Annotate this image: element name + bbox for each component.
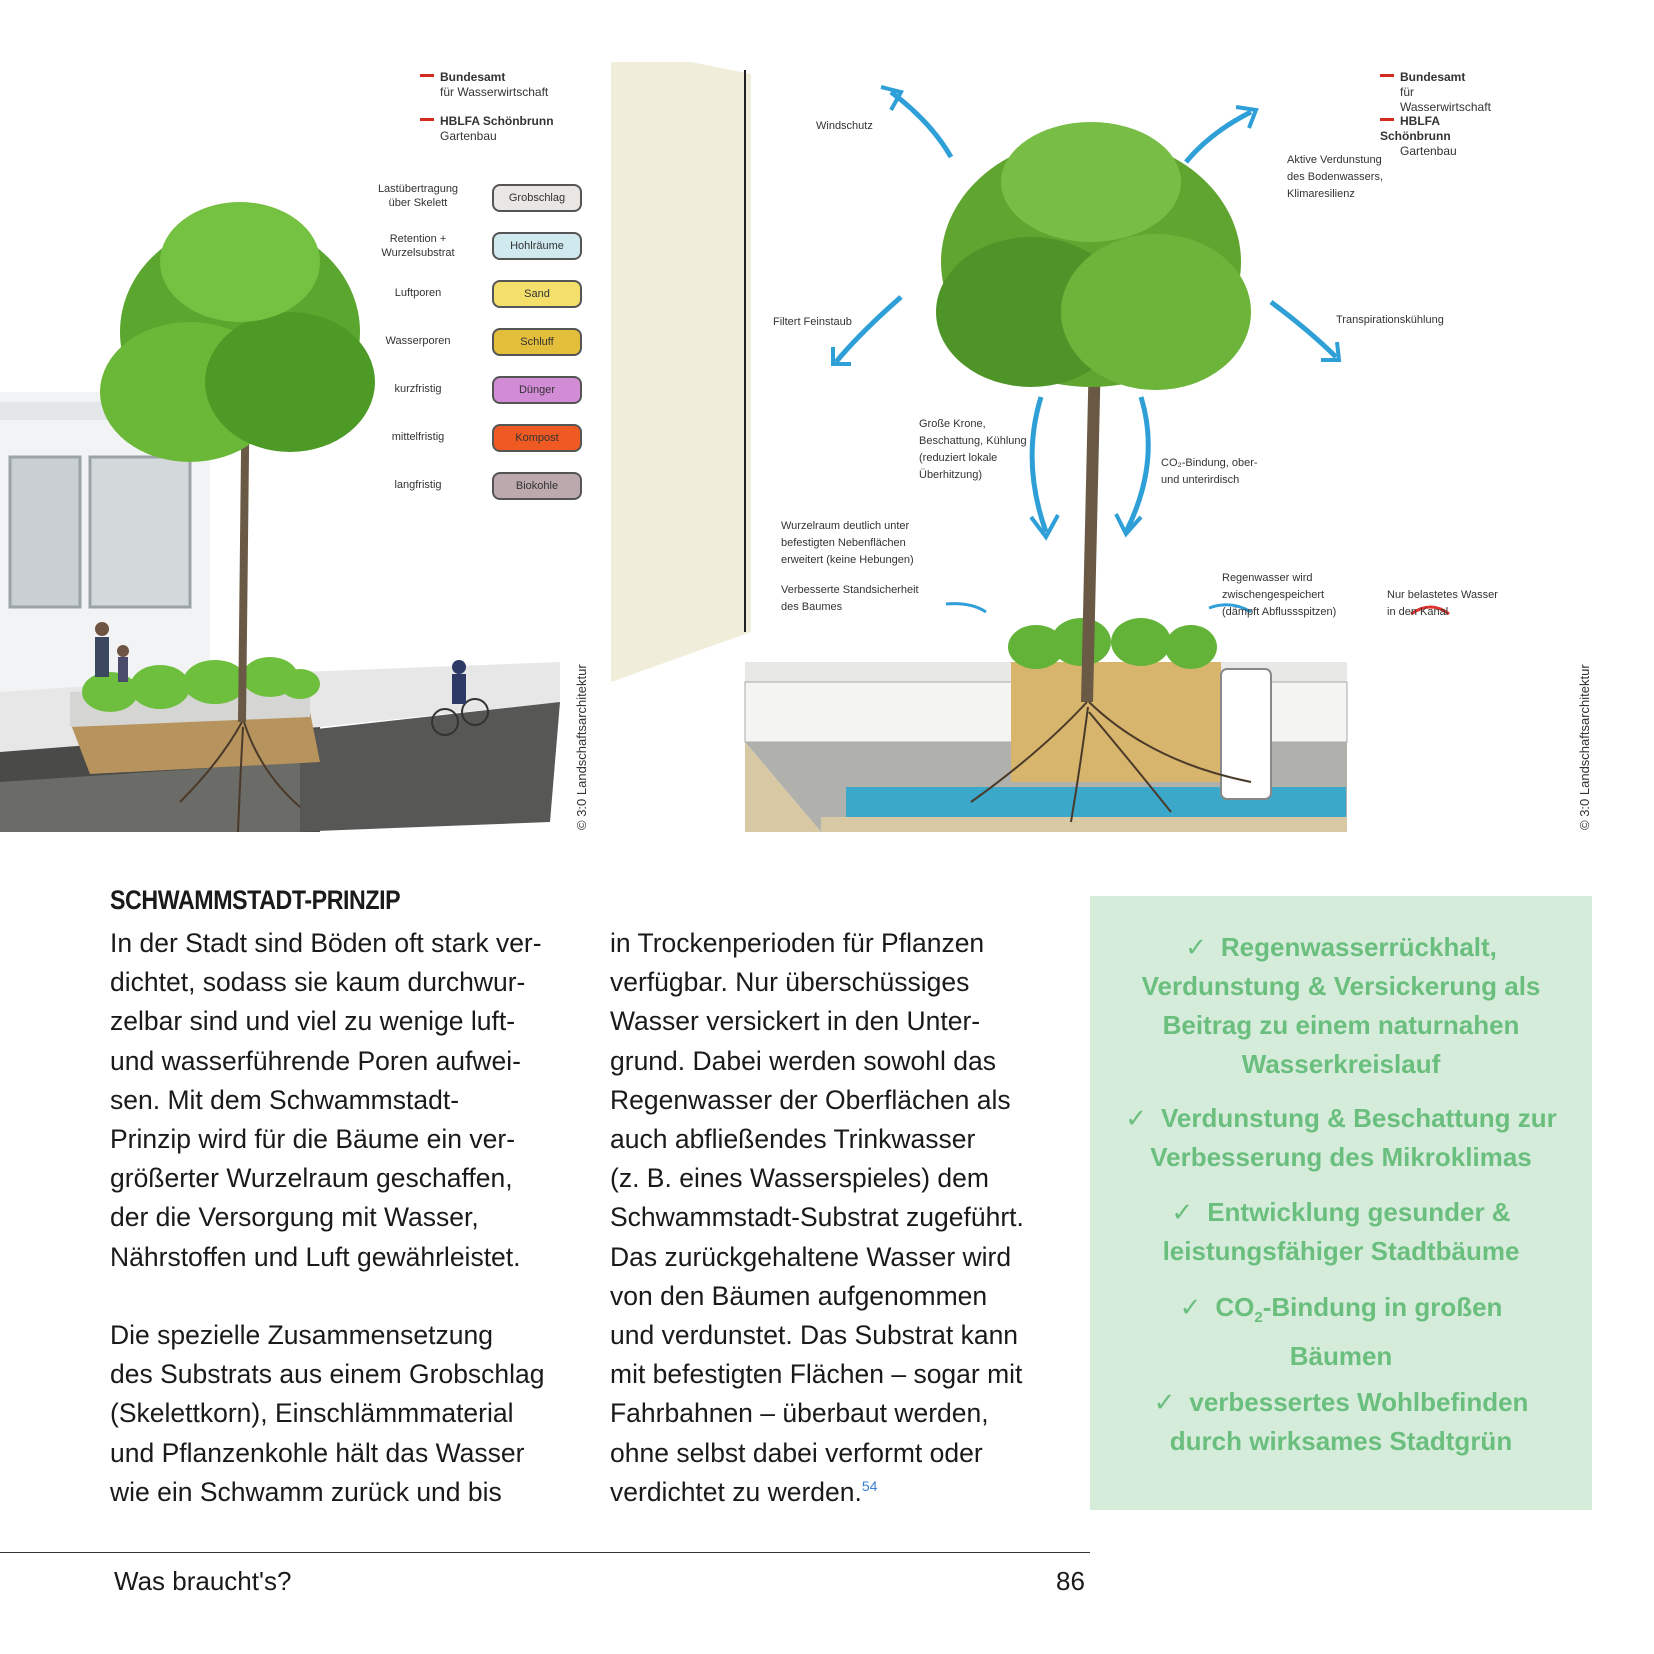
legend-box-duenger: Dünger [492, 376, 582, 404]
building-wall [611, 62, 751, 682]
benefit-item: ✓ Verdunstung & Beschattung zur Verbesserung des Mikroklimas [1125, 1103, 1557, 1172]
check-icon: ✓ [1125, 1103, 1147, 1133]
logo-bundesamt: Bundesamt für Wasserwirtschaft [1380, 70, 1491, 115]
legend-box-hohlraeume: Hohlräume [492, 232, 582, 260]
legend-label: mittelfristig [391, 431, 445, 443]
right-diagram [611, 62, 1498, 832]
label-verdunstung: Aktive Verdunstung des Bodenwassers, Klimaresilienz [1287, 154, 1383, 200]
legend-box-biokohle: Biokohle [492, 472, 582, 500]
tree-canopy [936, 122, 1251, 390]
logo-hblfa: HBLFA Schönbrunn Gartenbau [420, 114, 554, 144]
shrubs [1008, 618, 1217, 669]
section-heading: SCHWAMMSTADT-PRINZIP [110, 885, 401, 915]
legend-box-sand: Sand [492, 280, 582, 308]
label-windschutz: Windschutz [816, 120, 873, 132]
footnote-ref[interactable]: 54 [861, 1478, 878, 1495]
legend-label: Luftporen [394, 287, 442, 299]
label-wurzelraum: Wurzelraum deutlich unter befestigten Nebenflächen erweitert (keine Hebungen) [781, 520, 914, 566]
legend-label: Lastübertragung über Skelett [377, 183, 459, 209]
legend-label: Wasserporen [385, 335, 451, 347]
label-krone: Große Krone, Beschattung, Kühlung (reduziert lokale Überhitzung) [919, 418, 1027, 481]
legend-label: langfristig [394, 479, 442, 491]
check-icon: ✓ [1185, 932, 1207, 962]
page-number: 86 [1056, 1566, 1085, 1596]
image-credit: © 3:0 Landschaftsarchitektur [574, 664, 589, 830]
tree-canopy [100, 202, 375, 462]
footer-divider [0, 1552, 1090, 1553]
image-credit: © 3:0 Landschaftsarchitektur [1577, 664, 1592, 830]
benefit-item: ✓ Entwicklung gesunder & leistungsfähiger Stadtbäume [1162, 1197, 1520, 1266]
legend-box-grobschlag: Grobschlag [492, 184, 582, 212]
benefit-item: ✓ $CO_2$-Bindung in großen Bäumen [1179, 1292, 1503, 1372]
text-column-2: in Trockenperioden für Pflanzen verfügbar. Nur überschüssiges Wasser versickert in den Unter- grund. Dabei werden sowohl das Regenwasser der Oberflächen als auch abfließendes Trinkwasser (z. B. eines Wasserspieles) dem Schwammstadt-Substrat zugeführt. Das zurückgehaltene Wasser wird von den Bäumen aufgenommen und verdunstet. Das Substrat kann mit befestigten Flächen – sogar mit Fahrbahnen – überbaut werden, ohne selbst dabei verformt oder verdichtet zu werden.$^{54}$ [610, 928, 1024, 1507]
check-icon: ✓ [1179, 1292, 1202, 1322]
label-kanal: Nur belastetes Wasser in den Kanal [1387, 589, 1498, 618]
logo-hblfa: HBLFA Schönbrunn Gartenbau [1380, 114, 1457, 158]
benefit-item: ✓ Regenwasserrückhalt, Verdunstung & Versickerung als Beitrag zu einem naturnahen Wasserkreislauf [1141, 932, 1541, 1079]
benefit-item: ✓ verbessertes Wohlbefinden durch wirksames Stadtgrün [1153, 1387, 1529, 1456]
label-feinstaub: Filtert Feinstaub [773, 316, 852, 328]
logo-bundesamt: Bundesamt für Wasserwirtschaft [420, 70, 548, 100]
label-regenwasser: Regenwasser wird zwischengespeichert (dämpft Abflussspitzen) [1222, 572, 1337, 618]
left-illustration [0, 62, 592, 832]
check-icon: ✓ [1171, 1197, 1194, 1227]
check-icon: ✓ [1153, 1387, 1176, 1417]
text-column-1: In der Stadt sind Böden oft stark ver- dichtet, sodass sie kaum durchwur- zelbar sind und viel zu wenige luft- und wasserführende Poren aufwei- sen. Mit dem Schwammstadt- Prinzip wird für die Bäume ein ver- größerter Wurzelraum geschaffen, der die Versorgung mit Wasser, Nährstoffen und Luft gewährleistet. Die spezielle Zusammensetzung des Substrats aus einem Grobschlag (Skelettkorn), Einschlämmmaterial und Pflanzenkohle hält das Wasser wie ein Schwamm zurück und bis [110, 928, 545, 1507]
legend-label: Retention + Wurzelsubstrat [381, 233, 455, 259]
label-standsicherheit: Verbesserte Standsicherheit des Baumes [781, 584, 919, 613]
legend-box-kompost: Kompost [492, 424, 582, 452]
running-footer-section: Was braucht's? [114, 1566, 292, 1596]
legend-box-schluff: Schluff [492, 328, 582, 356]
legend-label: kurzfristig [394, 383, 442, 395]
label-transpiration: Transpirationskühlung [1336, 314, 1444, 326]
label-co2: CO₂-Bindung, ober- und unterirdisch [1161, 457, 1258, 486]
benefits-box [1090, 896, 1592, 1510]
rainwater-inlet [1221, 669, 1271, 799]
